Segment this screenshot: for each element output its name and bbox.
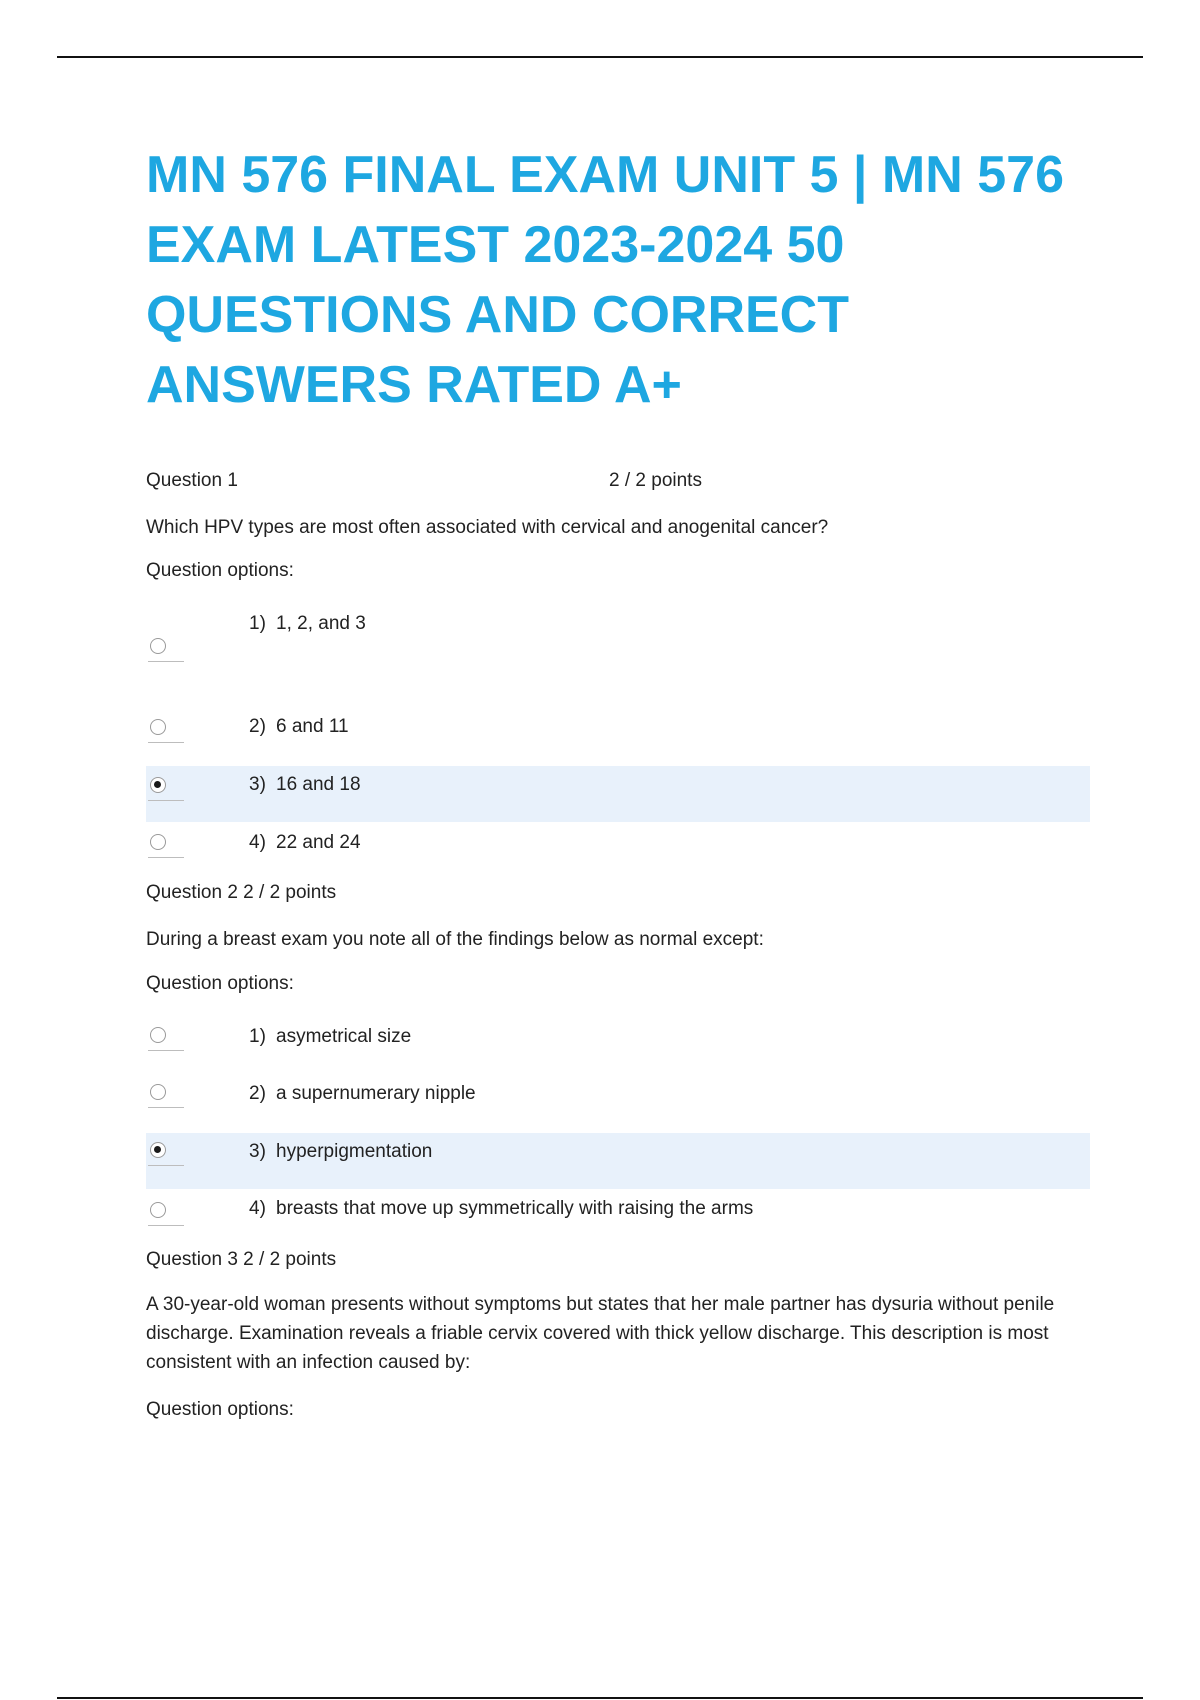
question-1-header xyxy=(146,470,702,492)
radio-button-icon[interactable] xyxy=(150,834,166,850)
option-text: asymetrical size xyxy=(276,1026,412,1047)
question-2-header: Question 2 2 / 2 points xyxy=(146,882,337,903)
divider xyxy=(148,800,184,801)
radio-button-icon[interactable] xyxy=(150,1027,166,1043)
question-points: 2 / 2 points xyxy=(609,470,702,491)
radio-button-icon[interactable] xyxy=(150,638,166,654)
answer-option[interactable] xyxy=(146,1018,1090,1074)
option-text: 22 and 24 xyxy=(276,832,361,853)
radio-button-icon[interactable] xyxy=(150,719,166,735)
radio-button-selected-icon[interactable] xyxy=(150,1142,166,1158)
divider xyxy=(148,1107,184,1108)
question-options-label: Question options: xyxy=(146,560,294,581)
question-number: Question 1 xyxy=(146,470,238,491)
option-text: 16 and 18 xyxy=(276,774,361,795)
option-number: 2) xyxy=(249,1083,266,1104)
answer-option[interactable] xyxy=(146,1190,1090,1246)
divider xyxy=(148,742,184,743)
bottom-rule xyxy=(57,1697,1143,1699)
answer-option-selected[interactable] xyxy=(146,766,1090,822)
question-1-text: Which HPV types are most often associated with cervical and anogenital cancer? xyxy=(146,517,829,538)
option-number: 2) xyxy=(249,716,266,737)
option-number: 4) xyxy=(249,1198,266,1219)
option-text: 1, 2, and 3 xyxy=(276,613,366,634)
radio-button-icon[interactable] xyxy=(150,1202,166,1218)
option-text: breasts that move up symmetrically with raising the arms xyxy=(276,1198,754,1219)
question-3-text: A 30-year-old woman presents without symptoms but states that her male partner has dysuria without penile discharge. Examination reveals a friable cervix covered with thick yellow discharge. This description is most consistent with an infection caused by: xyxy=(146,1294,1055,1373)
top-rule xyxy=(57,56,1143,58)
option-text: hyperpigmentation xyxy=(276,1141,433,1162)
divider xyxy=(148,857,184,858)
question-3-header: Question 3 2 / 2 points xyxy=(146,1249,337,1270)
divider xyxy=(148,1225,184,1226)
radio-button-selected-icon[interactable] xyxy=(150,777,166,793)
document-title xyxy=(146,140,1106,420)
option-number: 3) xyxy=(249,774,266,795)
question-options-label: Question options: xyxy=(146,1399,294,1420)
question-2-text: During a breast exam you note all of the findings below as normal except: xyxy=(146,929,764,950)
answer-option[interactable] xyxy=(146,605,1090,675)
option-number: 1) xyxy=(249,613,266,634)
option-text: a supernumerary nipple xyxy=(276,1083,476,1104)
option-number: 4) xyxy=(249,832,266,853)
radio-dot-icon xyxy=(154,1146,161,1153)
answer-option[interactable] xyxy=(146,703,1090,759)
divider xyxy=(148,1050,184,1051)
title-line: ANSWERS RATED A+ xyxy=(146,356,682,414)
question-options-label: Question options: xyxy=(146,973,294,994)
title-line: QUESTIONS AND CORRECT xyxy=(146,286,849,344)
answer-option-selected[interactable] xyxy=(146,1133,1090,1189)
option-number: 1) xyxy=(249,1026,266,1047)
option-number: 3) xyxy=(249,1141,266,1162)
answer-option[interactable] xyxy=(146,824,1090,880)
title-line: MN 576 FINAL EXAM UNIT 5 | MN 576 xyxy=(146,146,1064,204)
answer-option[interactable] xyxy=(146,1075,1090,1131)
radio-dot-icon xyxy=(154,781,161,788)
divider xyxy=(148,1165,184,1166)
radio-button-icon[interactable] xyxy=(150,1084,166,1100)
option-text: 6 and 11 xyxy=(276,716,349,737)
title-line: EXAM LATEST 2023-2024 50 xyxy=(146,216,845,274)
divider xyxy=(148,661,184,662)
